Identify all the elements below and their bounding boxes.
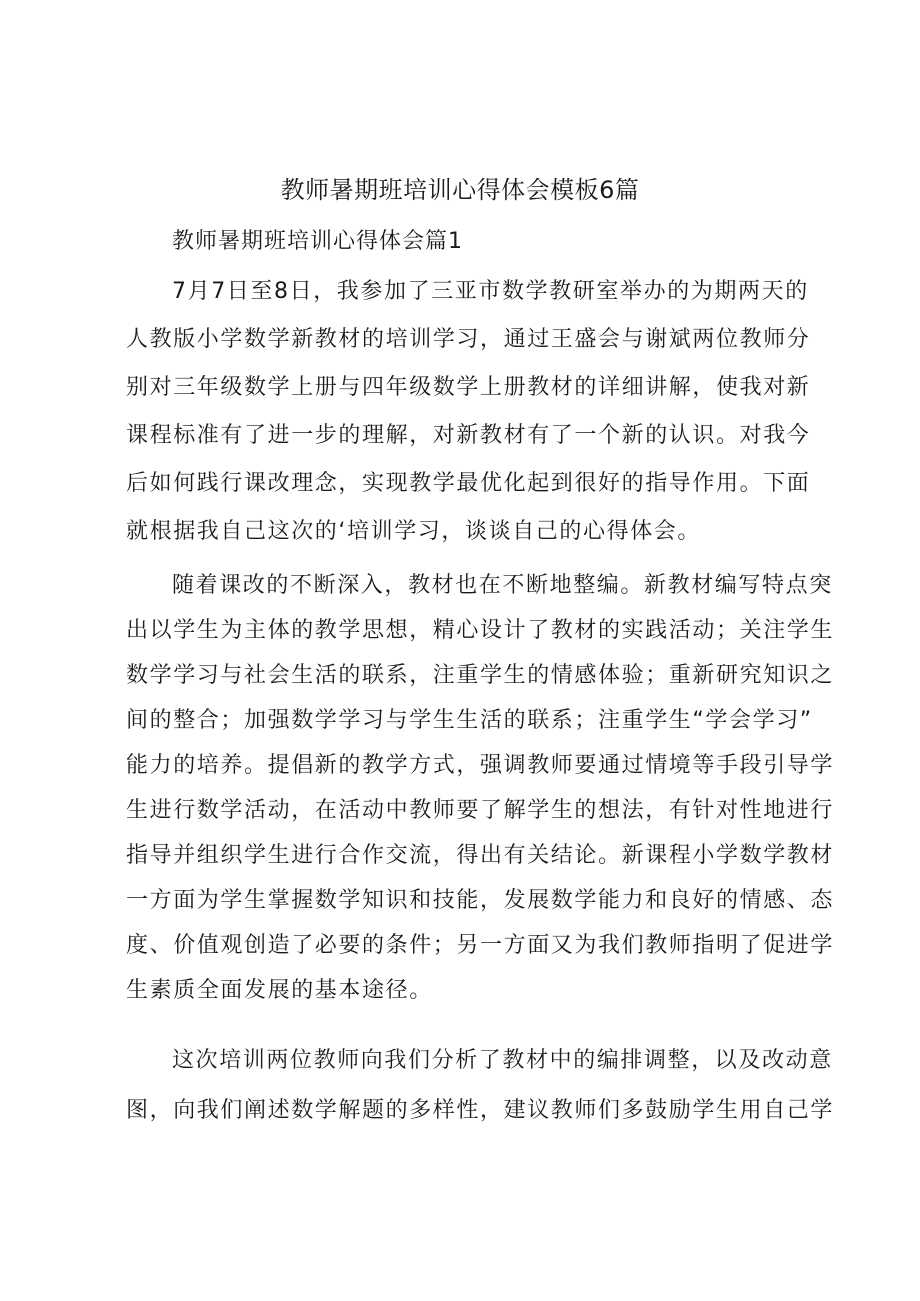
- paragraph-line: 间的整合；加强数学学习与学生生活的联系；注重学生“学会学习”: [126, 708, 813, 733]
- paragraph-line: 生进行数学活动，在活动中教师要了解学生的想法，有针对性地进行: [126, 798, 835, 823]
- paragraph-line: 图，向我们阐述数学解题的多样性，建议教师们多鼓励学生用自己学: [126, 1098, 835, 1123]
- paragraph-line: 就根据我自己这次的‘培训学习，谈谈自己的心得体会。: [126, 519, 701, 544]
- paragraph-line: 别对三年级数学上册与四年级数学上册教材的详细讲解，使我对新: [126, 375, 811, 400]
- paragraph-line: 能力的培养。提倡新的教学方式，强调教师要通过情境等手段引导学: [126, 753, 835, 778]
- document-title: 教师暑期班培训心得体会模板6篇: [280, 176, 640, 204]
- paragraph-line: 出以学生为主体的教学思想，精心设计了教材的实践活动；关注学生: [126, 618, 835, 643]
- paragraph-line: 一方面为学生掌握数学知识和技能，发展数学能力和良好的情感、态: [126, 888, 835, 913]
- paragraph-line: 指导并组织学生进行合作交流，得出有关结论。新课程小学数学教材: [126, 843, 835, 868]
- paragraph-line: 随着课改的不断深入，教材也在不断地整编。新教材编写特点突: [172, 573, 833, 598]
- section-heading: 教师暑期班培训心得体会篇1: [172, 229, 463, 254]
- paragraph-line: 后如何践行课改理念，实现教学最优化起到很好的指导作用。下面: [126, 471, 811, 496]
- paragraph-line: 7月7日至8日，我参加了三亚市数学教研室举办的为期两天的: [172, 279, 809, 304]
- paragraph-line: 人教版小学数学新教材的培训学习，通过王盛会与谢斌两位教师分: [126, 327, 811, 352]
- paragraph-line: 这次培训两位教师向我们分析了教材中的编排调整，以及改动意: [172, 1048, 833, 1073]
- paragraph-line: 数学学习与社会生活的联系，注重学生的情感体验；重新研究知识之: [126, 663, 835, 688]
- paragraph-line: 生素质全面发展的基本途径。: [126, 978, 433, 1003]
- paragraph-line: 课程标准有了进一步的理解，对新教材有了一个新的认识。对我今: [126, 423, 811, 448]
- paragraph-line: 度、价值观创造了必要的条件；另一方面又为我们教师指明了促进学: [126, 933, 835, 958]
